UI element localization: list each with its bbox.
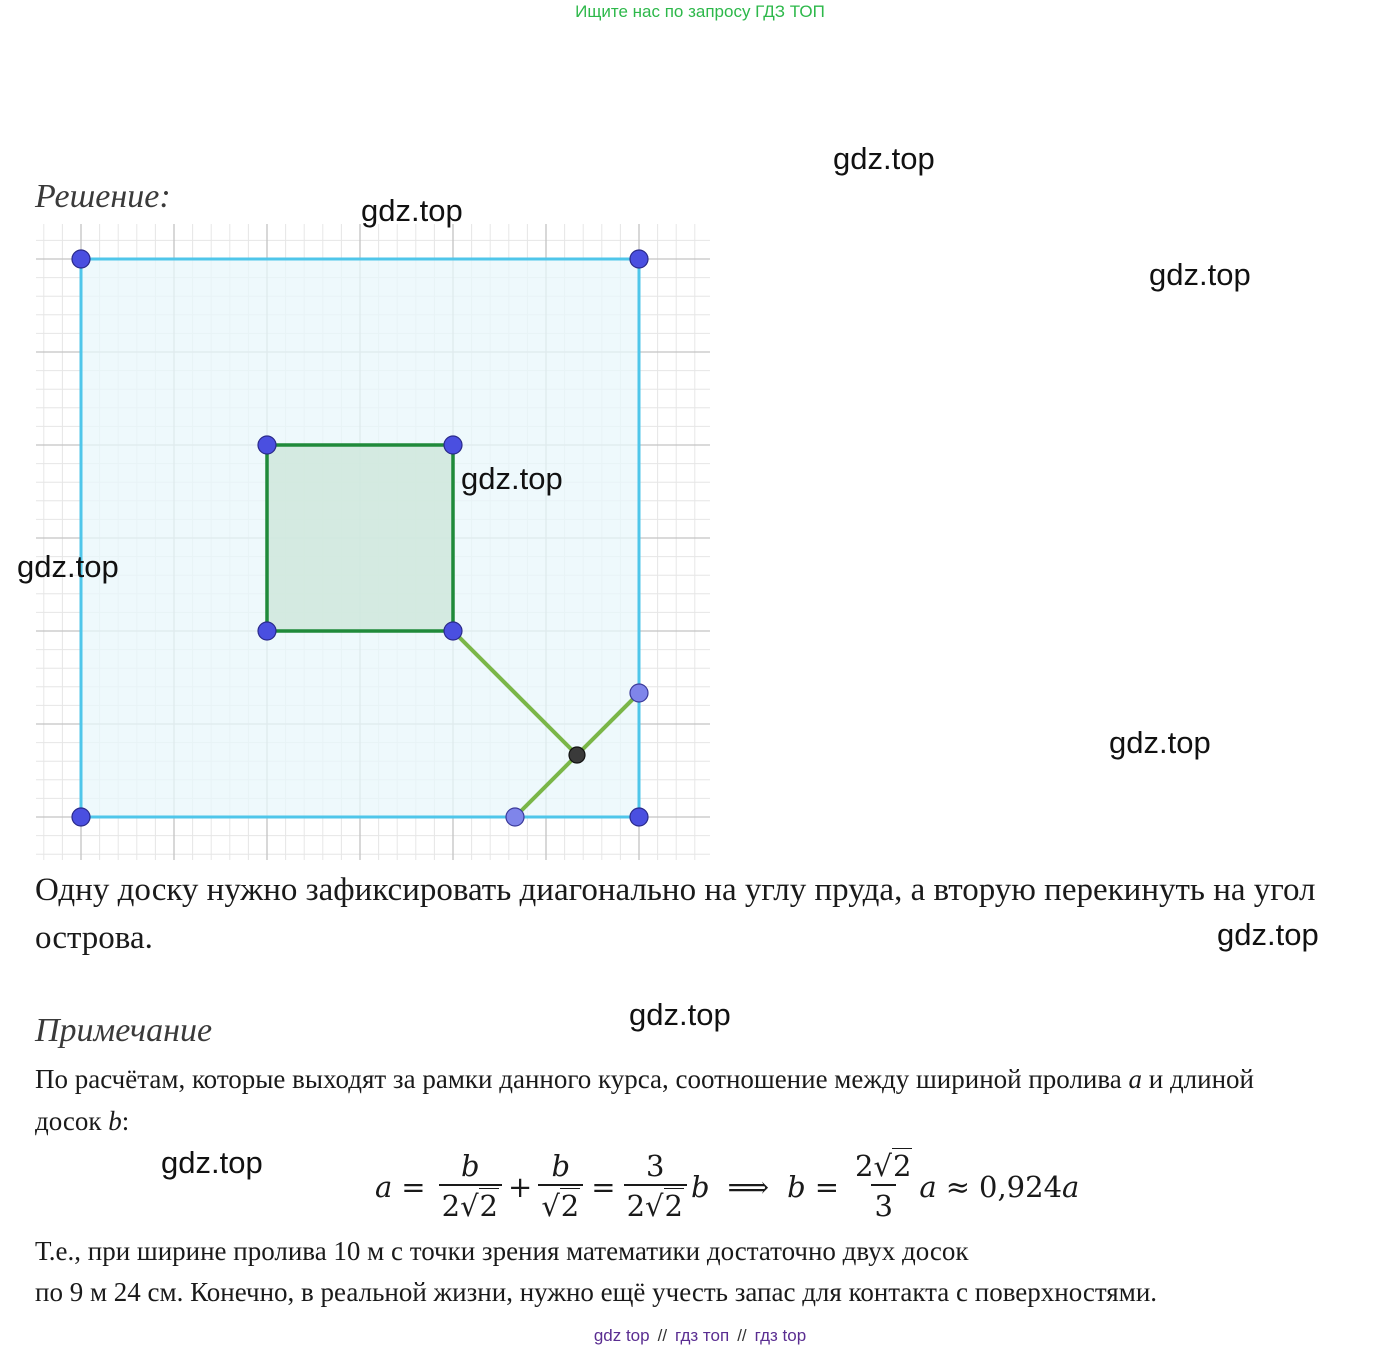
footer-separator: // — [657, 1326, 668, 1345]
formula-b: b — [787, 1170, 806, 1204]
formula-a: a — [375, 1170, 393, 1204]
fraction — [538, 1148, 583, 1226]
var-b: b — [108, 1106, 122, 1136]
watermark: gdz.top — [1149, 257, 1251, 292]
ratio-formula — [375, 1148, 1079, 1226]
watermark: gdz.top — [629, 997, 731, 1032]
fraction — [852, 1148, 915, 1226]
island-corner-point[interactable] — [444, 622, 462, 640]
frac-denominator: 2√2 — [624, 1184, 687, 1226]
frac-denominator: 3 — [871, 1184, 895, 1226]
watermark: gdz.top — [361, 193, 463, 228]
formula-eq: = — [814, 1170, 839, 1204]
board-end-point[interactable] — [630, 684, 648, 702]
note-part2: и длиной досок — [35, 1064, 1255, 1136]
pond-corner-point[interactable] — [72, 808, 90, 826]
formula-eq: = — [591, 1170, 616, 1204]
pond-corner-point[interactable] — [72, 250, 90, 268]
watermark: gdz.top — [461, 461, 563, 496]
formula-result-var: a — [1062, 1170, 1080, 1204]
formula-implies: ⟹ — [727, 1170, 770, 1204]
note-text — [35, 1058, 1325, 1142]
watermark: gdz.top — [833, 141, 935, 176]
island-corner-point[interactable] — [258, 436, 276, 454]
formula-result: 0,924 — [979, 1170, 1063, 1204]
frac-numerator: b — [461, 1149, 480, 1183]
solution-heading: Решение: — [35, 178, 171, 215]
formula-eq: = — [401, 1170, 426, 1204]
note-heading: Примечание — [35, 1012, 213, 1049]
formula-approx: ≈ — [945, 1170, 970, 1204]
footer-link[interactable]: gdz top — [593, 1326, 650, 1345]
pond-corner-point[interactable] — [630, 808, 648, 826]
watermark: gdz.top — [161, 1145, 263, 1180]
footer-separator: // — [737, 1326, 747, 1345]
formula-a: a — [919, 1170, 937, 1204]
watermark: gdz.top — [1109, 725, 1211, 760]
frac-numerator: 3 — [646, 1149, 665, 1183]
frac-numerator: b — [551, 1149, 571, 1183]
pond-corner-point[interactable] — [630, 250, 648, 268]
footer-link[interactable]: гдз топ — [675, 1326, 730, 1345]
answer-text: Одну доску нужно зафиксировать диагонально на углу пруда, а вторую перекинуть на угол острова. — [35, 872, 1316, 956]
frac-denominator: √2 — [538, 1184, 583, 1226]
conclusion-line-2: по 9 м 24 см. Конечно, в реальной жизни, нужно ещё учесть запас для контакта с поверхностями. — [35, 1277, 1158, 1307]
footer-links — [0, 1326, 1400, 1346]
frac-denominator: 2√2 — [439, 1184, 502, 1226]
footer-link[interactable]: гдз top — [754, 1326, 807, 1345]
note-part1: По расчётам, которые выходят за рамки данного курса, соотношение между шириной пролива — [35, 1064, 1129, 1094]
conclusion-line-1: Т.е., при ширине пролива 10 м с точки зрения математики достаточно двух досок — [35, 1236, 969, 1266]
top-banner[interactable]: Ищите нас по запросу ГДЗ ТОП — [575, 2, 825, 21]
island-corner-point[interactable] — [258, 622, 276, 640]
formula-plus: + — [508, 1170, 533, 1204]
note-part3: : — [121, 1106, 130, 1136]
fraction — [624, 1148, 687, 1226]
watermark: gdz.top — [17, 549, 119, 584]
board-intersection-point[interactable] — [569, 747, 585, 763]
frac-numerator: 2√2 — [855, 1149, 912, 1183]
island-corner-point[interactable] — [444, 436, 462, 454]
watermark: gdz.top — [1217, 917, 1319, 952]
board-end-point[interactable] — [506, 808, 524, 826]
island-square — [267, 445, 453, 631]
formula-b: b — [690, 1170, 710, 1204]
var-a: a — [1128, 1064, 1142, 1094]
fraction — [439, 1148, 502, 1226]
pond-diagram — [36, 224, 710, 860]
